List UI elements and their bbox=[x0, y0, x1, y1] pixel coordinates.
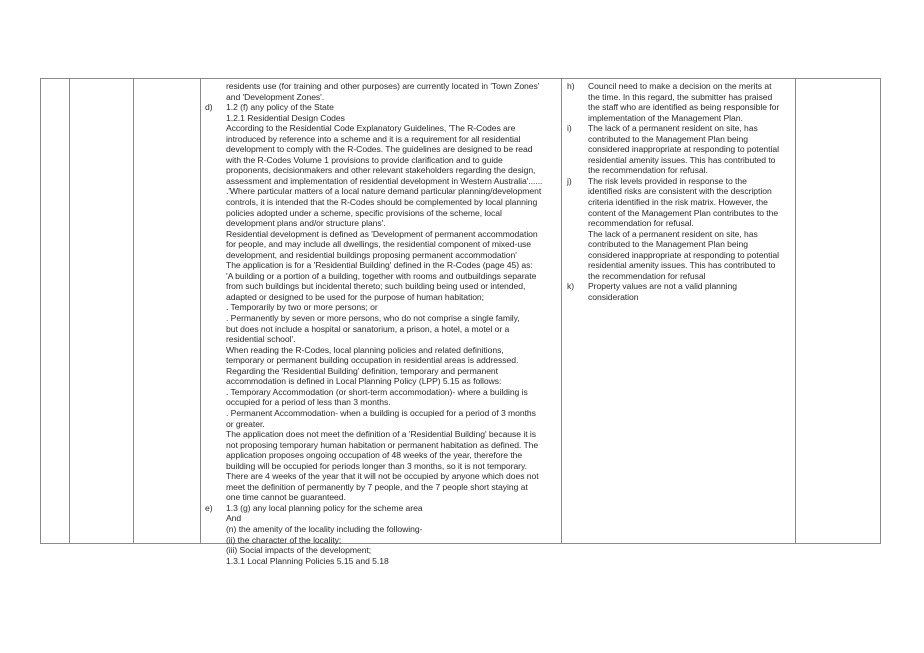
officer-comment-text bbox=[205, 81, 559, 566]
table-column-3 bbox=[134, 79, 201, 543]
text-line: considered inappropriate at responding to potential bbox=[588, 144, 779, 155]
text-line: Regarding the 'Residential Building' definition, temporary and permanent bbox=[226, 365, 498, 376]
text-line: development, and residential buildings proposing permanent accommodation' bbox=[226, 249, 517, 260]
text-line: one time cannot be guaranteed. bbox=[226, 492, 346, 503]
response-items bbox=[567, 81, 793, 302]
text-line: . Permanent Accommodation- when a building is occupied for a period of 3 months bbox=[226, 407, 536, 418]
item-body bbox=[588, 176, 793, 281]
item-marker: d) bbox=[205, 102, 213, 113]
comment-items bbox=[205, 102, 559, 566]
text-line: . Temporary Accommodation (or short-term accommodation)- where a building is bbox=[226, 386, 528, 397]
text-line: Property values are not a valid planning bbox=[588, 281, 737, 292]
text-line: .'Where particular matters of a local nature demand particular planning/development bbox=[226, 186, 542, 197]
text-line: adapted or designed to be used for the purpose of human habitation; bbox=[226, 291, 484, 302]
text-line: but does not include a hospital or sanatorium, a prison, a hotel, a motel or a bbox=[226, 323, 510, 334]
text-line: There are 4 weeks of the year that it will not be occupied by anyone which does not bbox=[226, 471, 539, 482]
text-line: temporary or permanent building occupation in residential areas is addressed. bbox=[226, 355, 519, 366]
text-line: residents use (for training and other purposes) are currently located in 'Town Zones' bbox=[226, 81, 540, 91]
text-line: Council need to make a decision on the merits at bbox=[588, 81, 772, 91]
text-line: (iii) Social impacts of the development; bbox=[226, 545, 372, 556]
list-item bbox=[567, 81, 793, 123]
item-body bbox=[588, 281, 793, 302]
text-line: the recommendation for refusal. bbox=[588, 165, 708, 176]
list-item bbox=[567, 123, 793, 176]
text-line: And bbox=[226, 513, 242, 524]
text-line: residential amenity issues. This has contributed to bbox=[588, 260, 776, 271]
text-line: 1.3 (g) any local planning policy for the scheme area bbox=[226, 502, 423, 513]
text-line: the staff who are identified as being responsible for bbox=[588, 102, 780, 113]
text-line: for people, and may include all dwellings, the residential component of mixed-use bbox=[226, 239, 532, 250]
text-line: 1.3.1 Local Planning Policies 5.15 and 5.18 bbox=[226, 555, 389, 566]
text-line: 1.2 (f) any policy of the State bbox=[226, 102, 334, 113]
list-item bbox=[205, 503, 559, 566]
item-body bbox=[588, 81, 793, 123]
text-line: 1.2.1 Residential Design Codes bbox=[226, 112, 345, 123]
text-line: the time. In this regard, the submitter has praised bbox=[588, 91, 773, 102]
text-line: the recommendation for refusal bbox=[588, 270, 706, 281]
item-marker: e) bbox=[205, 502, 213, 513]
text-line: The lack of a permanent resident on site, has bbox=[588, 123, 758, 134]
table-column-officer-comment bbox=[201, 79, 562, 566]
item-marker: i) bbox=[567, 123, 572, 134]
text-line: implementation of the Management Plan. bbox=[588, 112, 743, 123]
text-line: and 'Development Zones'. bbox=[226, 91, 325, 102]
text-line: residential school'. bbox=[226, 334, 296, 345]
list-item bbox=[205, 102, 559, 503]
table-column-2 bbox=[70, 79, 134, 543]
text-line: introduced by reference into a scheme and it is a requirement for all residential bbox=[226, 133, 521, 144]
item-body bbox=[226, 503, 559, 566]
item-body bbox=[588, 123, 793, 176]
text-line: The lack of a permanent resident on site, has bbox=[588, 228, 758, 239]
text-line: 'A building or a portion of a building, together with rooms and outbuildings separate bbox=[226, 270, 537, 281]
text-line: According to the Residential Code Explanatory Guidelines, 'The R-Codes are bbox=[226, 123, 516, 134]
text-line: accommodation is defined in Local Planning Policy (LPP) 5.15 as follows: bbox=[226, 376, 502, 387]
text-line: policies adopted under a scheme, specific provisions of the scheme, local bbox=[226, 207, 502, 218]
list-item bbox=[567, 281, 793, 302]
text-line: development to comply with the R-Codes. The guidelines are designed to be read bbox=[226, 144, 533, 155]
list-item bbox=[567, 176, 793, 281]
text-line: The application is for a 'Residential Building' defined in the R-Codes (page 45) as: bbox=[226, 260, 533, 271]
text-line: application proposes ongoing occupation of 48 weeks of the year, therefore the bbox=[226, 450, 523, 461]
submissions-table bbox=[40, 78, 881, 566]
text-line: controls, it is intended that the R-Codes should be complemented by local planning bbox=[226, 197, 538, 208]
text-line: considered inappropriate at responding to potential bbox=[588, 249, 779, 260]
text-line: (n) the amenity of the locality including the following- bbox=[226, 523, 423, 534]
lead-paragraph bbox=[205, 81, 559, 102]
text-line: not proposing temporary human habitation or permanent habitation as defined. The bbox=[226, 439, 539, 450]
text-line: contributed to the Management Plan being bbox=[588, 239, 748, 250]
text-line: Residential development is defined as 'Development of permanent accommodation bbox=[226, 228, 538, 239]
item-marker: j) bbox=[567, 175, 572, 186]
text-line: contributed to the Management Plan being bbox=[588, 133, 748, 144]
text-line: with the R-Codes Volume 1 provisions to provide clarification and to guide bbox=[226, 154, 503, 165]
table-column-6 bbox=[796, 79, 882, 543]
text-line: assessment and implementation of residential development in Western Australia'...... bbox=[226, 175, 543, 186]
text-line: content of the Management Plan contributes to the bbox=[588, 207, 779, 218]
text-line: building will be occupied for periods longer than 3 months, so it is not temporary. bbox=[226, 460, 527, 471]
text-line: criteria identified in the risk matrix. However, the bbox=[588, 197, 768, 208]
text-line: When reading the R-Codes, local planning policies and related definitions, bbox=[226, 344, 504, 355]
item-body bbox=[226, 102, 559, 503]
text-line: meet the definition of permanently by 7 people, and the 7 people short staying at bbox=[226, 481, 528, 492]
table-column-response bbox=[562, 79, 796, 543]
item-marker: k) bbox=[567, 281, 575, 292]
text-line: . Permanently by seven or more persons, who do not comprise a single family, bbox=[226, 313, 520, 324]
text-line: consideration bbox=[588, 291, 639, 302]
text-line: (ii) the character of the locality; bbox=[226, 534, 342, 545]
table-column-1 bbox=[41, 79, 70, 543]
item-marker: h) bbox=[567, 81, 575, 91]
text-line: The application does not meet the definition of a 'Residential Building' because it is bbox=[226, 429, 536, 440]
text-line: The risk levels provided in response to the bbox=[588, 175, 747, 186]
text-line: . Temporarily by two or more persons; or bbox=[226, 302, 378, 313]
text-line: identified risks are consistent with the description bbox=[588, 186, 772, 197]
text-line: recommendation for refusal. bbox=[588, 218, 694, 229]
response-text bbox=[567, 81, 793, 302]
text-line: residential amenity issues. This has contributed to bbox=[588, 154, 776, 165]
text-line: or greater. bbox=[226, 418, 265, 429]
text-line: proponents, decisionmakers and other relevant stakeholders regarding the design, bbox=[226, 165, 536, 176]
text-line: development plans and/or structure plans'. bbox=[226, 218, 386, 229]
text-line: occupied for a period of less than 3 months. bbox=[226, 397, 391, 408]
text-line: from such buildings but incidental thereto; such building being used or intended, bbox=[226, 281, 526, 292]
